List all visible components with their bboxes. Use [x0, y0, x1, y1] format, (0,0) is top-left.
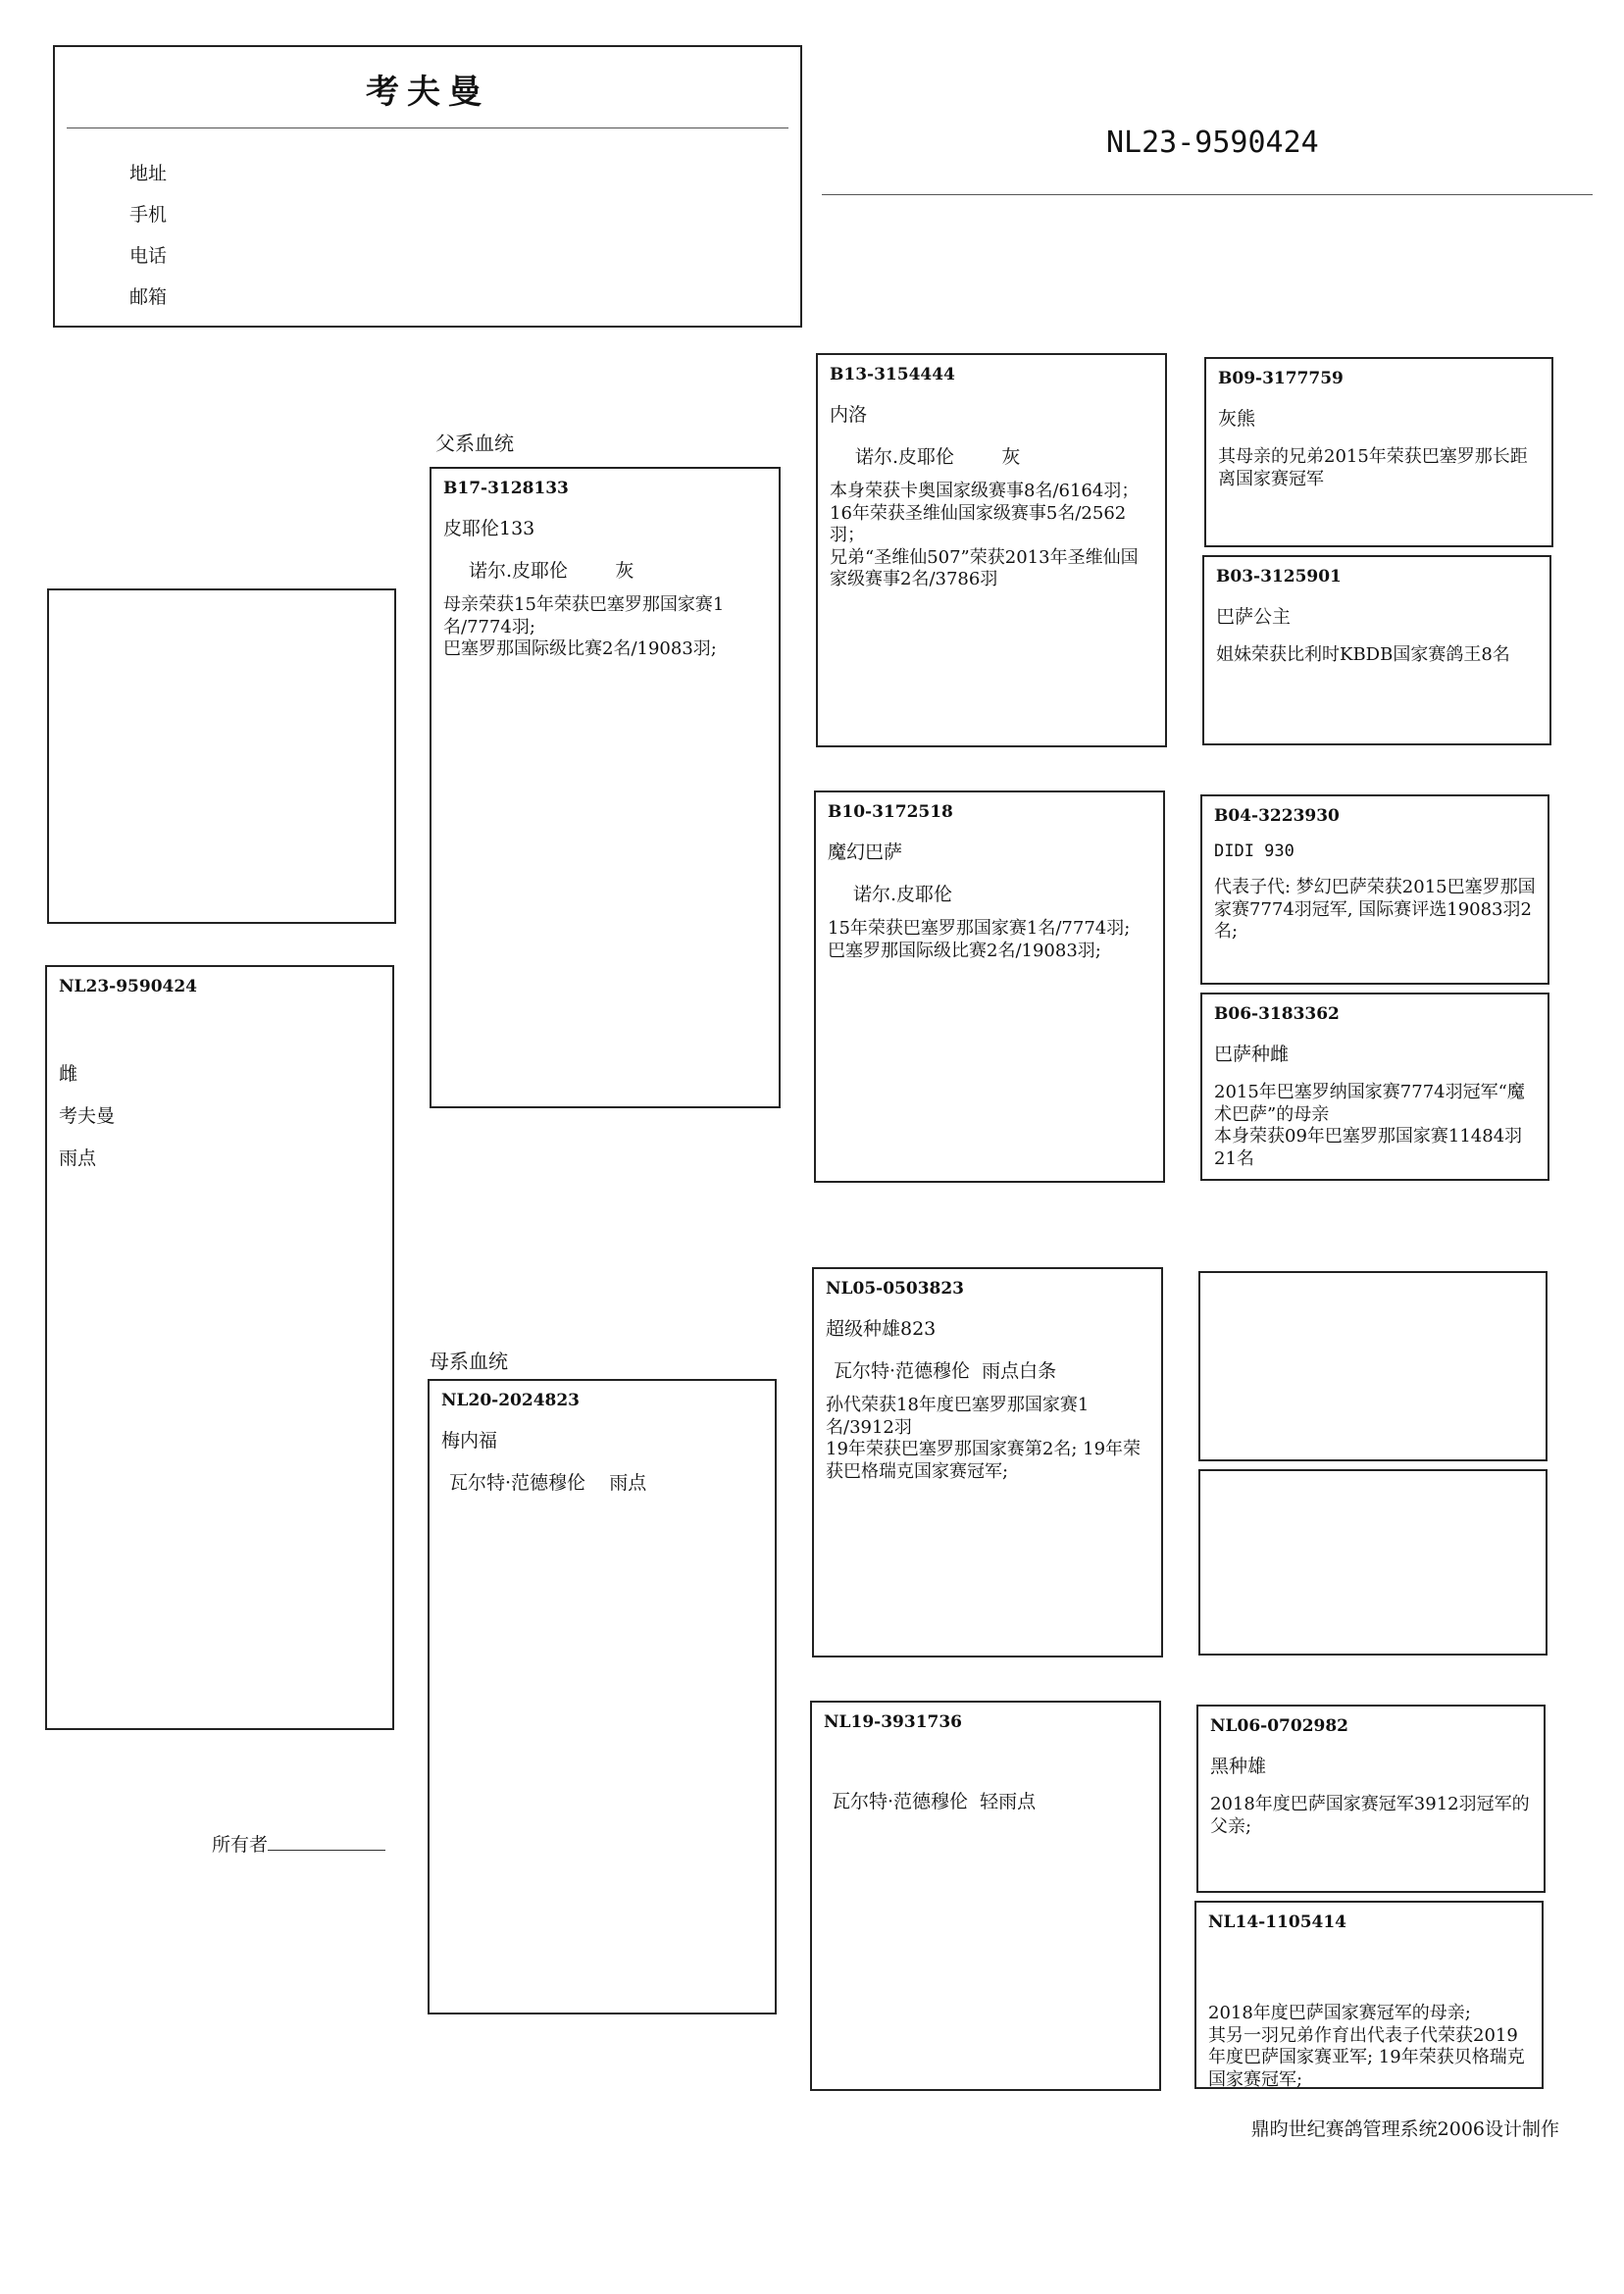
- dam-breeder-color: 瓦尔特·范德穆伦 雨点: [449, 1472, 647, 1494]
- sd-dam-ring: B06-3183362: [1214, 1004, 1340, 1024]
- sire-ring: B17-3128133: [443, 479, 569, 498]
- owner-signature-label: 所有者: [212, 1834, 269, 1856]
- ss-dam-box: [1202, 555, 1551, 745]
- sd-sire-note: 代表子代: 梦幻巴萨荣获2015巴塞罗那国家赛7774羽冠军, 国际赛评选19083羽2名;: [1214, 877, 1536, 942]
- ds-dam-box: [1198, 1469, 1548, 1656]
- dd-dam-box: [1194, 1901, 1544, 2089]
- dam-sire-box: [812, 1267, 1163, 1657]
- sire-dam-breeder-color: 诺尔.皮耶伦: [853, 884, 953, 905]
- dd-sire-name: 黑种雄: [1210, 1756, 1267, 1777]
- ss-dam-notes: [1216, 644, 1538, 667]
- dam-sire-note: 19年荣获巴塞罗那国家赛第2名; 19年荣获巴格瑞克国家赛冠军;: [826, 1439, 1142, 1482]
- dam-ring: NL20-2024823: [441, 1391, 581, 1410]
- ss-dam-ring: B03-3125901: [1216, 567, 1342, 586]
- dam-name: 梅内福: [441, 1430, 498, 1452]
- sire-breeder-color: 诺尔.皮耶伦 灰: [469, 560, 634, 582]
- email-label: 邮箱: [129, 286, 168, 308]
- dam-dam-breeder-color: 瓦尔特·范德穆伦 轻雨点: [832, 1791, 1037, 1812]
- sire-name: 皮耶伦133: [443, 518, 535, 539]
- sire-sire-ring: B13-3154444: [830, 365, 955, 384]
- dam-sire-name: 超级种雄823: [826, 1318, 937, 1340]
- sire-note: 母亲荣获15年荣获巴塞罗那国家赛1名/7774羽;: [443, 594, 725, 637]
- photo-box: [47, 588, 396, 924]
- maternal-line-label: 母系血统: [430, 1350, 508, 1373]
- dam-dam-name: [824, 1748, 1147, 1771]
- phone-label: 电话: [129, 245, 168, 267]
- owner-info-box: [53, 45, 802, 328]
- dam-sire-notes: [826, 1395, 1149, 1483]
- sire-note: 巴塞罗那国际级比赛2名/19083羽;: [443, 638, 717, 659]
- mobile-label: 手机: [129, 204, 168, 226]
- dam-sire-note: 孙代荣获18年度巴塞罗那国家赛1名/3912羽: [826, 1395, 1090, 1438]
- dd-sire-note: 2018年度巴萨国家赛冠军3912羽冠军的父亲;: [1210, 1794, 1530, 1837]
- sd-sire-name: DIDI 930: [1214, 841, 1294, 861]
- dd-dam-note: 其另一羽兄弟作育出代表子代荣获2019年度巴萨国家赛亚军; 19年荣获贝格瑞克国家赛冠军;: [1208, 2024, 1525, 2089]
- subject-breeder: 考夫曼: [59, 1105, 116, 1127]
- sd-dam-note: 本身荣获09年巴塞罗那国家赛11484羽21名: [1214, 1126, 1523, 1169]
- subject-sex: 雌: [59, 1063, 78, 1085]
- address-label: 地址: [129, 163, 168, 184]
- dd-dam-ring: NL14-1105414: [1208, 1912, 1347, 1932]
- ss-sire-ring: B09-3177759: [1218, 369, 1344, 388]
- dd-dam-notes: [1208, 2003, 1530, 2089]
- dd-sire-box: [1196, 1705, 1546, 1893]
- sire-sire-notes: [830, 481, 1153, 591]
- ss-sire-note: 其母亲的兄弟2015年荣获巴塞罗那长距离国家赛冠军: [1218, 446, 1528, 489]
- footer-credit: 鼎昀世纪赛鸽管理系统2006设计制作: [1250, 2118, 1559, 2140]
- sire-notes: [443, 594, 767, 661]
- owner-divider: [67, 127, 788, 128]
- sd-dam-note: 2015年巴塞罗纳国家赛7774羽冠军“魔术巴萨”的母亲: [1214, 1082, 1525, 1125]
- ds-sire-box: [1198, 1271, 1548, 1461]
- ss-dam-name: 巴萨公主: [1216, 606, 1292, 628]
- subject-box: [45, 965, 394, 1730]
- sd-sire-notes: [1214, 877, 1536, 943]
- sire-dam-notes: [828, 918, 1151, 962]
- dam-box: [428, 1379, 777, 2014]
- dd-dam-name: [1208, 1948, 1530, 1987]
- subject-ring: NL23-9590424: [59, 977, 198, 996]
- dd-sire-ring: NL06-0702982: [1210, 1716, 1349, 1736]
- header-ring-divider: [822, 194, 1593, 195]
- sire-dam-ring: B10-3172518: [828, 802, 953, 822]
- owner-signature-line: [268, 1850, 385, 1851]
- sire-sire-name: 内洛: [830, 404, 868, 426]
- sire-sire-breeder-color: 诺尔.皮耶伦 灰: [855, 446, 1021, 468]
- dam-dam-box: [810, 1701, 1161, 2091]
- dd-dam-note: 2018年度巴萨国家赛冠军的母亲;: [1208, 2003, 1471, 2023]
- sire-sire-note: 本身荣获卡奥国家级赛事8名/6164羽；16年荣获圣维仙国家级赛事5名/2562羽；: [830, 481, 1140, 545]
- sire-dam-name: 魔幻巴萨: [828, 841, 903, 863]
- owner-name: 考夫曼: [366, 73, 489, 112]
- paternal-line-label: 父系血统: [435, 432, 514, 455]
- sd-dam-box: [1200, 993, 1549, 1181]
- sire-dam-box: [814, 790, 1165, 1183]
- subject-color: 雨点: [59, 1147, 97, 1169]
- dam-sire-ring: NL05-0503823: [826, 1279, 965, 1299]
- sd-sire-ring: B04-3223930: [1214, 806, 1340, 826]
- ss-sire-box: [1204, 357, 1553, 547]
- sire-sire-note: 兄弟“圣维仙507”荣获2013年圣维仙国家级赛事2名/3786羽: [830, 546, 1139, 589]
- sire-dam-note: 15年荣获巴塞罗那国家赛1名/7774羽;: [828, 918, 1131, 939]
- sire-dam-note: 巴塞罗那国际级比赛2名/19083羽;: [828, 940, 1101, 961]
- header-ring-number: NL23-9590424: [1106, 126, 1319, 160]
- sire-box: [430, 467, 781, 1108]
- dd-sire-notes: [1210, 1794, 1532, 1838]
- sd-sire-box: [1200, 794, 1549, 985]
- ss-sire-notes: [1218, 446, 1540, 490]
- sire-sire-box: [816, 353, 1167, 747]
- ss-dam-note: 姐妹荣获比利时KBDB国家赛鸽王8名: [1216, 644, 1510, 665]
- sd-dam-name: 巴萨种雌: [1214, 1044, 1290, 1065]
- ss-sire-name: 灰熊: [1218, 408, 1256, 430]
- owner-signature: [212, 1830, 385, 1857]
- dam-dam-ring: NL19-3931736: [824, 1712, 963, 1732]
- sd-dam-notes: [1214, 1082, 1536, 1170]
- dam-sire-breeder-color: 瓦尔特·范德穆伦 雨点白条: [834, 1360, 1057, 1382]
